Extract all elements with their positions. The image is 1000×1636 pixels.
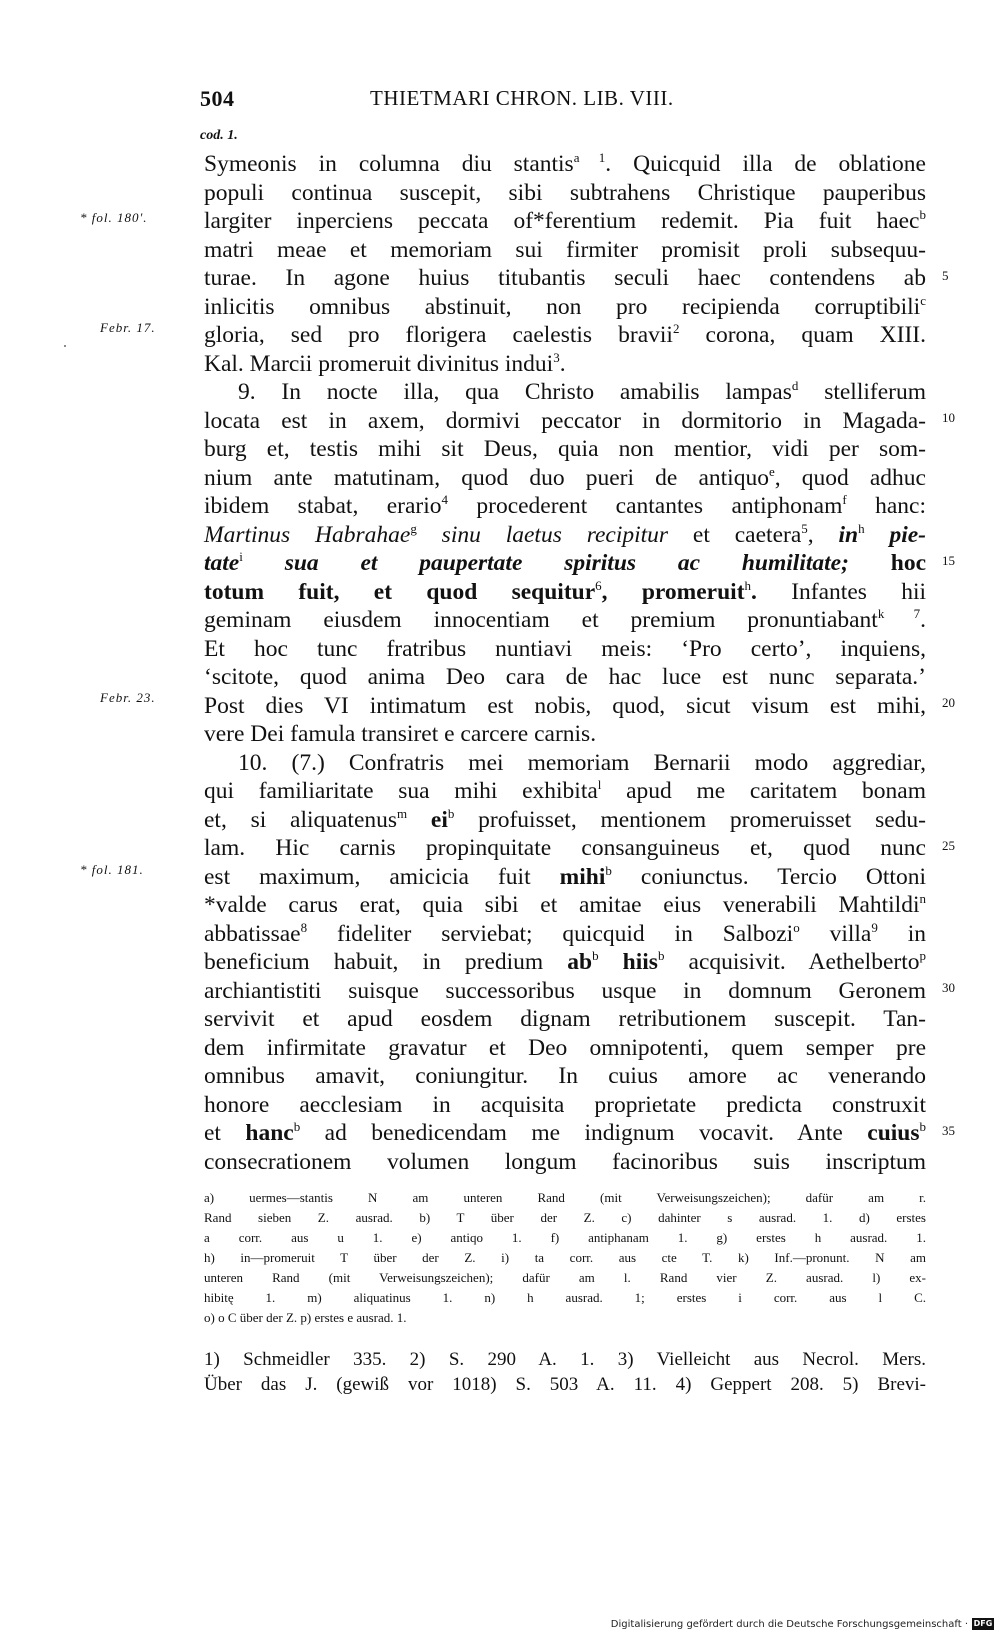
line-number-35: 35 — [942, 1123, 955, 1138]
apparatus-line: o) o C über der Z. p) erstes e ausrad. 1. — [204, 1310, 407, 1325]
text-line: archiantistiti suisque successoribus usque in domnum Geronem — [204, 977, 926, 1004]
line-number-10: 10 — [942, 410, 955, 425]
page-number: 504 — [200, 86, 235, 111]
apparatus-line: h) in—promeruit T über der Z. i) ta corr. aus cte T. k) Inf.—pronunt. N am — [204, 1250, 926, 1265]
apparatus-line: unteren Rand (mit Verweisungszeichen); dafür am l. Rand vier Z. ausrad. l) ex- — [204, 1270, 926, 1285]
text-line: totum fuit, et quod sequitur$^6$, promeruit$^h$. Infantes hii — [204, 577, 926, 605]
critical-apparatus — [204, 1188, 926, 1328]
text-line: et hanc$^b$ ad benedicendam me indignum vocavit. Ante cuius$^b$ — [204, 1119, 927, 1146]
text-line: consecrationem volumen longum facinoribus suis inscriptum — [204, 1148, 926, 1175]
text-line: gloria, sed pro florigera caelestis bravii$^2$ corona, quam XIII. — [204, 321, 926, 348]
margin-note-folio-180: * fol. 180'. — [80, 210, 148, 225]
text-line: largiter inperciens peccata of*ferentium redemit. Pia fuit haec$^b$ — [204, 207, 926, 234]
numbered-notes — [204, 1347, 926, 1397]
text-line: ibidem stabat, erario$^4$ procederent cantantes antiphonam$^f$ hanc: — [204, 492, 927, 519]
margin-speck — [64, 345, 66, 347]
line-number-30: 30 — [942, 980, 955, 995]
text-line: locata est in axem, dormivi peccator in dormitorio in Magada- — [204, 407, 926, 434]
text-line: lam. Hic carnis propinquitate consanguineus et, quod nunc — [204, 835, 926, 861]
text-line: ‘scitote, quod anima Deo cara de hac luce est nunc separata.’ — [204, 664, 926, 690]
line-number-15: 15 — [942, 553, 955, 568]
line-number-25: 25 — [942, 838, 955, 853]
line-number-5: 5 — [942, 268, 949, 283]
text-line: honore aecclesiam in acquisita proprietate predicta construxit — [204, 1091, 926, 1118]
main-text — [204, 150, 926, 1176]
text-line: nium ante matutinam, quod duo pueri de antiquo$^e$, quod adhuc — [204, 463, 926, 491]
line-number-20: 20 — [942, 695, 955, 710]
margin-note-folio-181: * fol. 181. — [80, 862, 144, 877]
text-line: beneficium habuit, in predium $ab^b$ hiis$^b$ acquisivit. Aethelberto$^p$ — [204, 948, 926, 975]
text-line: tate$^i$ sua et paupertate spiritus ac humilitate; hoc — [204, 549, 927, 576]
text-line: Kal. Marcii promeruit divinitus indui$^3$. — [204, 349, 566, 377]
text-line: burg et, testis mihi sit Deus, quia non mentior, vidi per som- — [204, 436, 926, 462]
text-line: vere Dei famula transiret e carcere carnis. — [204, 721, 597, 747]
text-line: 10. (7.) Confratris mei memoriam Bernarii modo aggrediar, — [238, 749, 926, 776]
text-line: omnibus amavit, coniungitur. In cuius amore ac venerando — [204, 1063, 926, 1089]
note-line: 1) Schmeidler 335. 2) S. 290 A. 1. 3) Vielleicht aus Necrol. Mers. — [204, 1349, 926, 1370]
text-line: turae. In agone huius titubantis seculi haec contendens ab — [204, 265, 926, 291]
credit-text: Digitalisierung gefördert durch die Deutsche Forschungsgemeinschaft · — [610, 1618, 968, 1630]
running-title: THIETMARI CHRON. LIB. VIII. — [370, 86, 674, 110]
text-line: qui familiaritate sua mihi exhibita$^l$ apud me caritatem bonam — [204, 777, 927, 804]
text-line: populi continua suscepit, sibi subtrahens Christique pauperibus — [204, 179, 926, 206]
text-line: *valde carus erat, quia sibi et amitae eius venerabili Mahtildi$^n$ — [204, 891, 926, 918]
text-line: geminam eiusdem innocentiam et premium pronuntiabant$^{k 7}$. — [204, 606, 927, 633]
codex-label: cod. 1. — [200, 128, 238, 143]
text-line: 9. In nocte illa, qua Christo amabilis lampas$^d$ stelliferum — [238, 378, 926, 405]
text-line: Et hoc tunc fratribus nuntiavi meis: ‘Pro certo’, inquiens, — [204, 635, 926, 662]
text-line: abbatissae$^8$ fideliter serviebat; quicquid in Salbozi$^o$ villa$^9$ in — [204, 919, 926, 947]
margin-note-date-feb23: Febr. 23. — [100, 690, 156, 705]
apparatus-line: hibitę 1. m) aliquatinus 1. n) h ausrad. 1; erstes i corr. aus l C. — [204, 1290, 926, 1305]
text-line: matri meae et memoriam sui firmiter promisit proli subsequu- — [204, 236, 926, 263]
text-line: Symeonis in columna diu stantis$^{a 1}$. Quicquid illa de oblatione — [204, 150, 926, 177]
apparatus-line: Rand sieben Z. ausrad. b) T über der Z. c) dahinter s ausrad. 1. d) erstes — [204, 1210, 926, 1225]
text-line: Post dies VI intimatum est nobis, quod, sicut visum est mihi, — [204, 692, 926, 719]
apparatus-line: a) uermes—stantis N am unteren Rand (mit Verweisungszeichen); dafür am r. — [204, 1190, 926, 1205]
apparatus-line: a corr. aus u 1. e) antiqo 1. f) antiphanam 1. g) erstes h ausrad. 1. — [204, 1230, 926, 1245]
digitization-credit — [611, 1618, 994, 1630]
dfg-logo-icon: DFG — [973, 1619, 993, 1628]
note-line: Über das J. (gewiß vor 1018) S. 503 A. 11. 4) Geppert 208. 5) Brevi- — [204, 1374, 926, 1395]
text-line: servivit et apud eosdem dignam retributionem suscepit. Tan- — [204, 1006, 926, 1032]
text-line: dem infirmitate gravatur et Deo omnipotenti, quem semper pre — [204, 1034, 926, 1061]
margin-note-date-feb17: Febr. 17. — [100, 320, 156, 335]
text-line: Martinus Habrahae$^g$ sinu laetus recipitur et caetera$^5$, $in^h$ pie- — [204, 520, 926, 548]
text-line: inlicitis omnibus abstinuit, non pro recipienda corruptibili$^c$ — [204, 292, 926, 320]
text-line: et, si aliquatenus$^m$ $ei^b$ profuisset, mentionem promeruisset sedu- — [204, 805, 926, 833]
text-line: est maximum, amicicia fuit mihi$^b$ coniunctus. Tercio Ottoni — [204, 862, 926, 890]
page-header — [200, 86, 920, 116]
